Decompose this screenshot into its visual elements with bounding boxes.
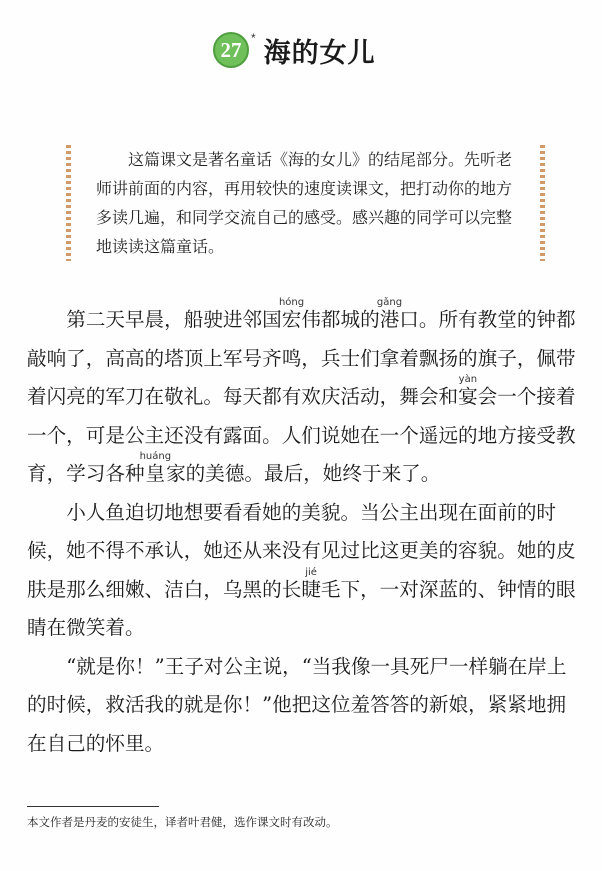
- pinyin: huáng: [139, 451, 172, 462]
- lesson-number: 27: [220, 37, 242, 62]
- reading-tip-text: 这篇课文是著名童话《海的女儿》的结尾部分。先听老师讲前面的内容，再用较快的速度读课文，把打动你的地方多读几遍，和同学交流自己的感受。感兴趣的同学可以完整地读读这篇童话。: [96, 150, 513, 256]
- annotated-char: [139, 451, 172, 485]
- paragraph: [27, 494, 577, 648]
- footnote: 本文作者是丹麦的安徒生，译者叶君健，选作课文时有改动。: [27, 815, 338, 829]
- pinyin: hóng: [278, 297, 305, 308]
- skim-reading-mark: *: [251, 31, 256, 45]
- char: 宴: [458, 385, 478, 408]
- annotated-char: [376, 297, 403, 331]
- text-run: 伟都城的: [301, 308, 380, 331]
- tip-border-left: [66, 145, 71, 261]
- annotated-char: [301, 566, 321, 601]
- char: 港: [376, 308, 403, 331]
- tip-border-right: [540, 145, 545, 261]
- lesson-number-badge: [213, 32, 249, 68]
- text-run: 第二天早晨，船驶进邻国: [66, 308, 282, 331]
- footnote-divider: [27, 806, 159, 807]
- article-body: [27, 297, 577, 763]
- char: 皇: [139, 462, 172, 485]
- text-run: 毛下，一对深蓝的、钟情的眼睛在微笑着。: [27, 577, 576, 639]
- annotated-char: [458, 374, 478, 408]
- pinyin: jié: [301, 566, 321, 578]
- paragraph: [27, 297, 577, 494]
- lesson-title: 海的女儿: [263, 37, 376, 69]
- pinyin: yàn: [458, 374, 478, 385]
- pinyin: gǎng: [376, 297, 403, 308]
- char: 睫: [301, 577, 321, 601]
- text-run: 口。所有教堂的钟都敲响了，高高的塔顶上军号齐鸣，兵士们拿着飘扬的旗子，佩带着闪亮的军刀在敬礼。每天都有欢庆活动，舞会和: [27, 308, 576, 408]
- text-run: 家的美德。最后，她终于来了。: [166, 462, 441, 485]
- char: 宏: [278, 308, 305, 331]
- paragraph: “就是你！”王子对公主说，“当我像一具死尸一样躺在岸上的时候，救活我的就是你！”他把这位羞答答的新娘，紧紧地拥在自己的怀里。: [27, 654, 567, 755]
- lesson-header: [213, 30, 376, 70]
- text-run: 会一个接着一个，可是公主还没有露面。人们说她在一个遥远的地方接受教育，学习各种: [27, 385, 576, 485]
- text-run: 小人鱼迫切地想要看看她的美貌。当公主出现在面前的时候，她不得不承认，她还从来没有见过比这更美的容貌。她的皮肤是那么细嫩、洁白，乌黑的长: [27, 500, 576, 601]
- annotated-char: [278, 297, 305, 331]
- reading-tip-box: [66, 145, 545, 261]
